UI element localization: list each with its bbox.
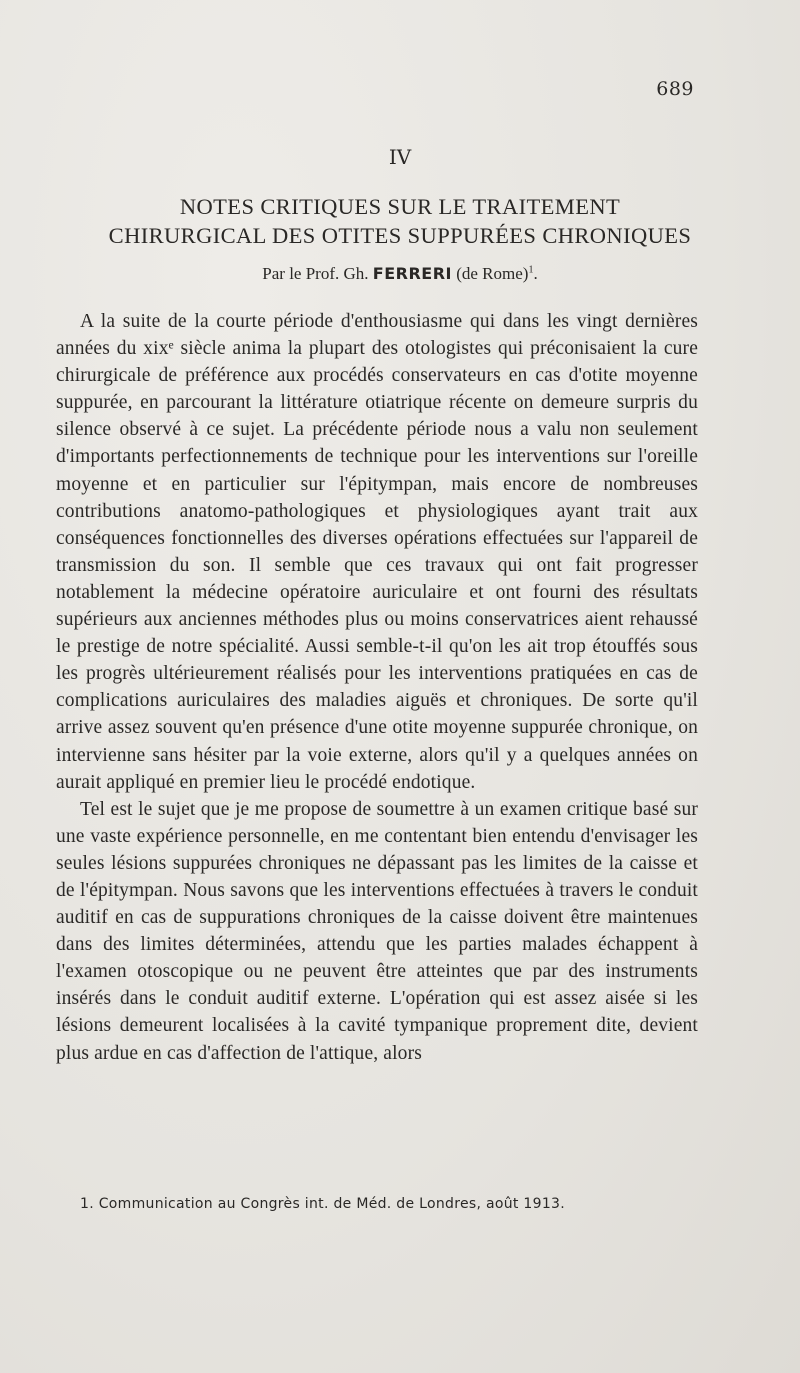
byline-suffix: (de Rome)	[456, 264, 529, 283]
byline: Par le Prof. Gh. FERRERI (de Rome)$^1$.	[262, 264, 538, 283]
footnote: 1. Communication au Congrès int. de Méd. de Londres, août 1913.	[80, 1196, 566, 1212]
paragraph-1: A la suite de la courte période d'enthousiasme qui dans les vingt dernières années du xixᵉ siècle anima la plupart des otologistes qui préconisaient la cure chirurgicale de préférence aux procédés conservateurs en cas d'otite moyenne suppurée, en parcourant la littérature otiatrique récente on demeure surpris du silence observé à ce sujet. La précédente période nous a valu non seulement d'importants perfectionnements de technique pour les interventions sur l'oreille moyenne et en particulier sur l'épitympan, mais encore de nombreuses contributions anatomo-pathologiques et physiologiques ayant trait aux conséquences fonctionnelles des diverses opérations effectuées sur l'appareil de transmission du son. Il semble que ces travaux qui ont fait progresser notablement la médecine opératoire auriculaire et ont fourni des résultats supérieurs aux anciennes méthodes plus ou moins conservatrices aient rehaussé le prestige de notre spécialité. Aussi semble-t-il qu'on les ait trop étouffés sous les progrès ultérieurement réalisés pour les interventions pratiquées en cas de complications auriculaires des maladies aiguës et chroniques. De sorte qu'il arrive assez souvent qu'en présence d'une otite moyenne suppurée chronique, on intervienne sans hésiter par la voie externe, alors qu'il y a quelques années on aurait appliqué en premier lieu le procédé endotique.	[56, 311, 698, 793]
article-body	[56, 308, 698, 1067]
byline-prefix: Par le Prof. Gh.	[262, 264, 369, 283]
page-number: 689	[656, 78, 694, 100]
article-title	[40, 192, 760, 250]
author-name: FERRERI	[372, 264, 452, 283]
paragraph-2: Tel est le sujet que je me propose de soumettre à un examen critique basé sur une vaste expérience personnelle, en me contentant bien entendu d'envisager les seules lésions suppurées chroniques ne dépassant pas les limites de la caisse et de l'épitympan. Nous savons que les interventions effectuées à travers le conduit auditif en cas de suppurations chroniques de la caisse doivent être maintenues dans des limites déterminées, attendu que les parties malades échappent à l'examen otoscopique ou ne peuvent être atteintes que par des instruments insérés dans le conduit auditif externe. L'opération qui est assez aisée si les lésions demeurent localisées à la cavité tympanique proprement dite, devient plus ardue en cas d'affection de l'attique, alors	[56, 798, 698, 1064]
footnote-marker: 1	[528, 264, 534, 276]
section-numeral: IV	[388, 145, 412, 169]
title-line-1: NOTES CRITIQUES SUR LE TRAITEMENT	[179, 194, 621, 219]
title-line-2: CHIRURGICAL DES OTITES SUPPURÉES CHRONIQUES	[108, 223, 692, 248]
